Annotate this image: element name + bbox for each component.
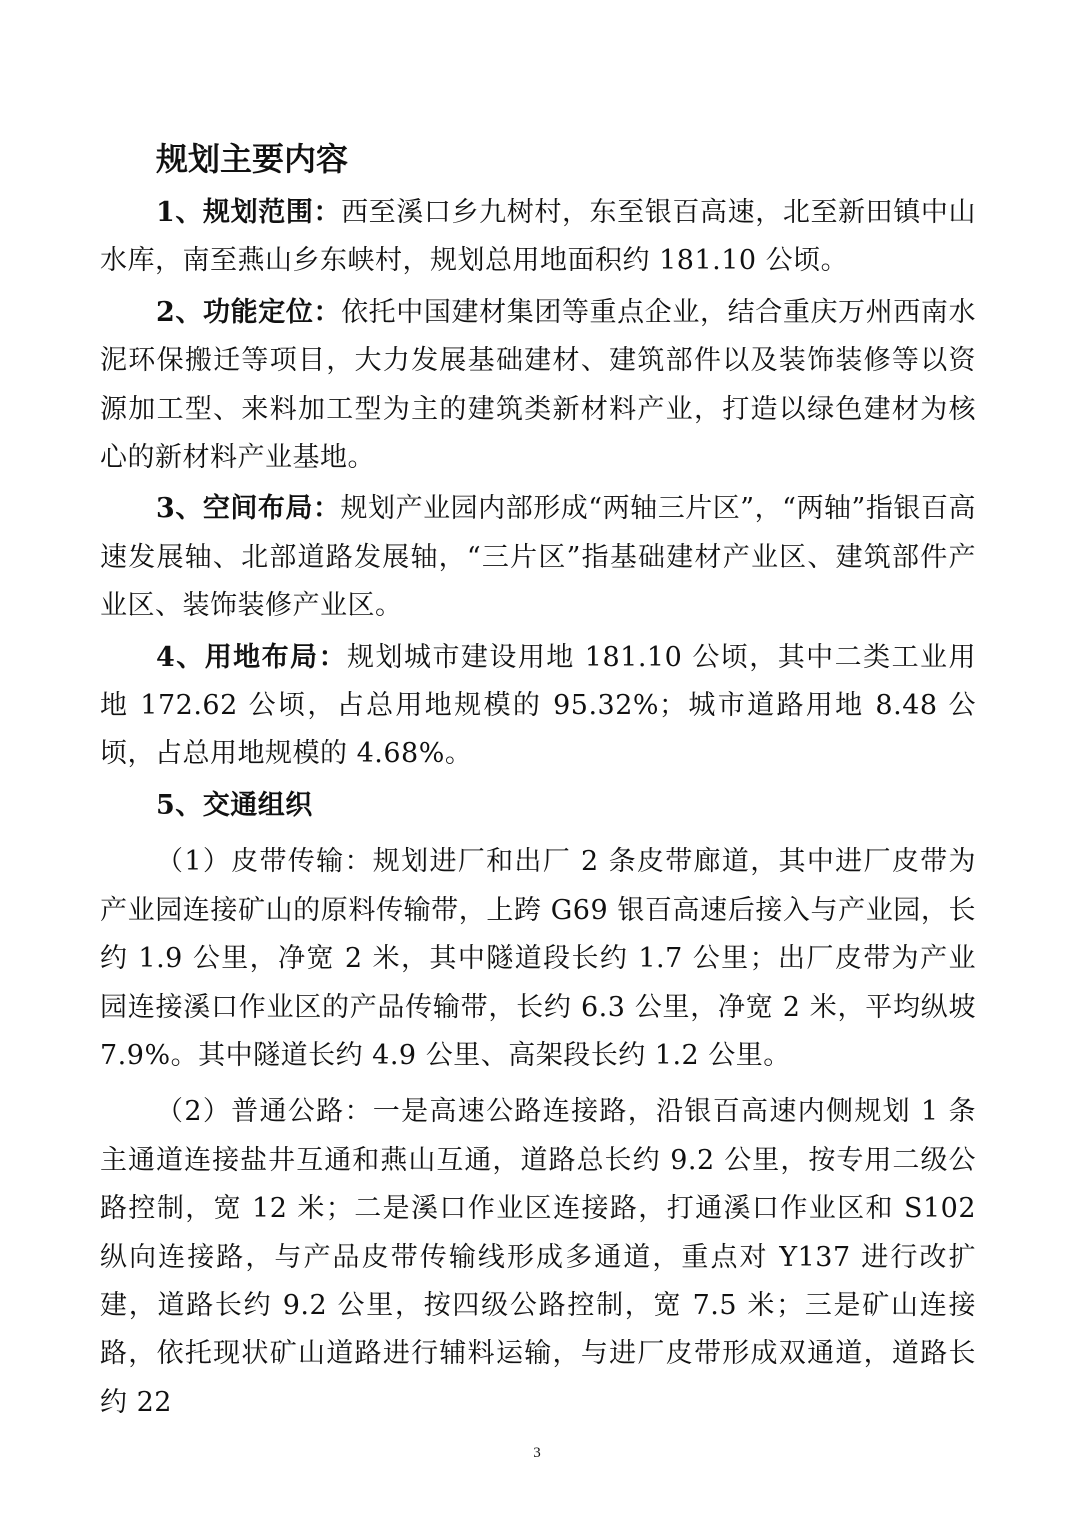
paragraph-land-use-layout [100, 634, 976, 779]
paragraph-text: 西至溪口乡九树村，东至银百高速，北至新田镇中山水库，南至燕山乡东峡村，规划总用地面积约 181.10 公顷。 [100, 197, 976, 277]
paragraph-spatial-layout [100, 485, 976, 630]
paragraph-lead: 5、交通组织 [156, 789, 313, 821]
paragraph-lead: 3、空间布局： [156, 493, 341, 525]
paragraph-ordinary-roads: （2）普通公路：一是高速公路连接路，沿银百高速内侧规划 1 条主通道连接盐井互通和燕山互通，道路总长约 9.2 公里，按专用二级公路控制，宽 12 米；二是溪口作业区连接路，打通溪口作业区和 S102 纵向连接路，与产品皮带传输线形成多通道，重点对 Y137 进行改扩建，道路长约 9.2 公里，按四级公路控制，宽 7.5 米；三是矿山连接路，依托现状矿山道路进行辅料运输，与进厂皮带形成双通道，道路长约 22 [100, 1096, 976, 1418]
section-heading: 规划主要内容 [156, 140, 349, 178]
paragraph-text: 依托中国建材集团等重点企业，结合重庆万州西南水泥环保搬迁等项目，大力发展基础建材、建筑部件以及装饰装修等以资源加工型、来料加工型为主的建筑类新材料产业，打造以绿色建材为核心的新材料产业基地。 [100, 296, 976, 474]
paragraph-lead: 1、规划范围： [156, 197, 342, 228]
paragraph-function-positioning [100, 289, 976, 483]
paragraph-lead: 2、功能定位： [156, 296, 342, 328]
paragraph-planning-scope [100, 189, 976, 286]
paragraph-transport-heading [100, 782, 976, 830]
paragraph-text: 规划城市建设用地 181.10 公顷，其中二类工业用地 172.62 公顷，占总用地规模的 95.32%；城市道路用地 8.48 公顷，占总用地规模的 4.68%。 [100, 641, 976, 770]
page-number: 3 [533, 1445, 541, 1461]
paragraph-text: 规划产业园内部形成“两轴三片区”，“两轴”指银百高速发展轴、北部道路发展轴，“三片区”指基础建材产业区、建筑部件产业区、装饰装修产业区。 [100, 493, 976, 622]
paragraph-lead: 4、用地布局： [156, 641, 348, 673]
document-body [100, 135, 976, 1430]
paragraph-belt-transport: （1）皮带传输：规划进厂和出厂 2 条皮带廊道，其中进厂皮带为产业园连接矿山的原料传输带，上跨 G69 银百高速后接入与产业园，长约 1.9 公里，净宽 2 米，其中隧道段长约 1.7 公里；出厂皮带为产业园连接溪口作业区的产品传输带，长约 6.3 公里，净宽 2 米，平均纵坡 7.9%。其中隧道长约 4.9 公里、高架段长约 1.2 公里。 [100, 846, 976, 1071]
